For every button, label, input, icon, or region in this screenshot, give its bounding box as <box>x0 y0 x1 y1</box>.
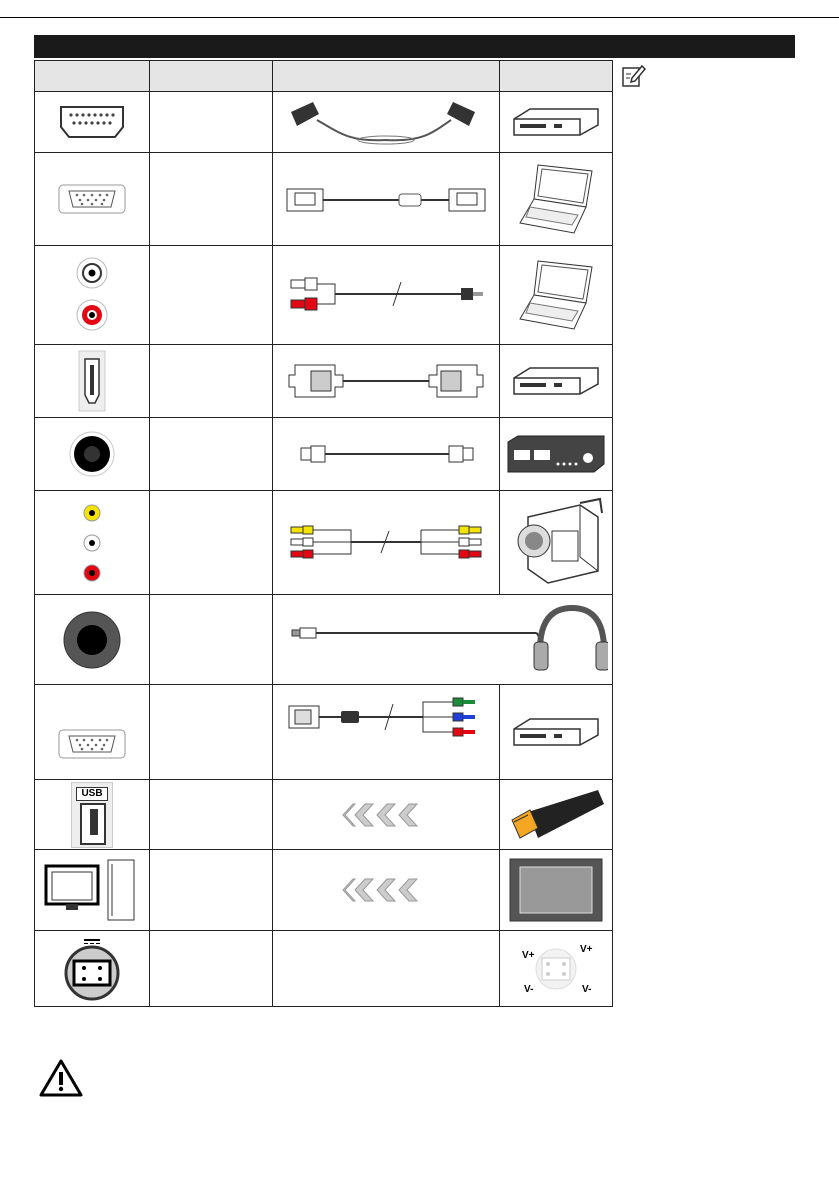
scart-cable-icon <box>273 92 500 153</box>
dvd-player-icon <box>500 685 613 780</box>
row-label <box>150 153 273 246</box>
camcorder-icon <box>500 491 613 595</box>
table-row <box>35 850 613 931</box>
row-label <box>150 345 273 418</box>
headphone-port-icon <box>35 595 150 685</box>
vga-to-component-cable-icon <box>273 685 500 780</box>
row-label <box>150 685 273 780</box>
column-header-type <box>150 61 273 92</box>
usb-port-icon <box>35 780 150 850</box>
dc-power-port-icon <box>35 931 150 1007</box>
hdmi-cable-icon <box>273 345 500 418</box>
column-header-connector <box>35 61 150 92</box>
insert-arrows-icon <box>273 780 500 850</box>
cam-module-icon <box>500 850 613 931</box>
usb-stick-icon <box>500 780 613 850</box>
audio-rca-to-jack-cable-icon <box>273 246 500 345</box>
ypbpr-vga-port-icon <box>35 685 150 780</box>
pin-label-v-minus-left: V- <box>524 983 534 995</box>
dvd-player-icon <box>500 345 613 418</box>
top-rule <box>0 17 839 18</box>
section-header-bar <box>34 35 795 58</box>
insert-arrows-icon <box>273 850 500 931</box>
hdmi-port-icon <box>35 345 150 418</box>
column-header-device <box>500 61 613 92</box>
row-label <box>150 92 273 153</box>
composite-av-cable-icon <box>273 491 500 595</box>
ci-slot-icon <box>35 850 150 931</box>
headphone-cable-icon <box>273 595 613 685</box>
table-row <box>35 153 613 246</box>
warning-triangle-icon <box>38 1058 84 1098</box>
table-row <box>35 685 613 780</box>
table-row <box>35 595 613 685</box>
row-label <box>150 595 273 685</box>
table-row <box>35 780 613 850</box>
composite-av-port-icon <box>35 491 150 595</box>
empty-cable-cell <box>273 931 500 1007</box>
connections-table <box>34 60 613 1007</box>
table-row <box>35 931 613 1007</box>
pin-label-v-minus-right: V- <box>582 983 592 995</box>
table-row <box>35 418 613 491</box>
laptop-icon <box>500 153 613 246</box>
row-label <box>150 491 273 595</box>
table-row <box>35 246 613 345</box>
row-label <box>150 780 273 850</box>
scart-port-icon <box>35 92 150 153</box>
vga-port-icon <box>35 153 150 246</box>
table-row <box>35 491 613 595</box>
vga-cable-icon <box>273 153 500 246</box>
usb-label: USB <box>76 787 108 801</box>
spdif-port-icon <box>35 418 150 491</box>
dc-pinout-icon <box>500 931 613 1007</box>
table-row <box>35 92 613 153</box>
row-label <box>150 246 273 345</box>
table-row <box>35 345 613 418</box>
amplifier-icon <box>500 418 613 491</box>
laptop-icon <box>500 246 613 345</box>
table-header-row <box>35 61 613 92</box>
row-label <box>150 931 273 1007</box>
coaxial-cable-icon <box>273 418 500 491</box>
dvd-recorder-icon <box>500 92 613 153</box>
pin-label-v-plus-right: V+ <box>580 943 593 955</box>
pencil-note-icon <box>620 62 646 88</box>
audio-rca-port-icon <box>35 246 150 345</box>
row-label <box>150 418 273 491</box>
column-header-cables <box>273 61 500 92</box>
pin-label-v-plus-left: V+ <box>522 949 535 961</box>
row-label <box>150 850 273 931</box>
